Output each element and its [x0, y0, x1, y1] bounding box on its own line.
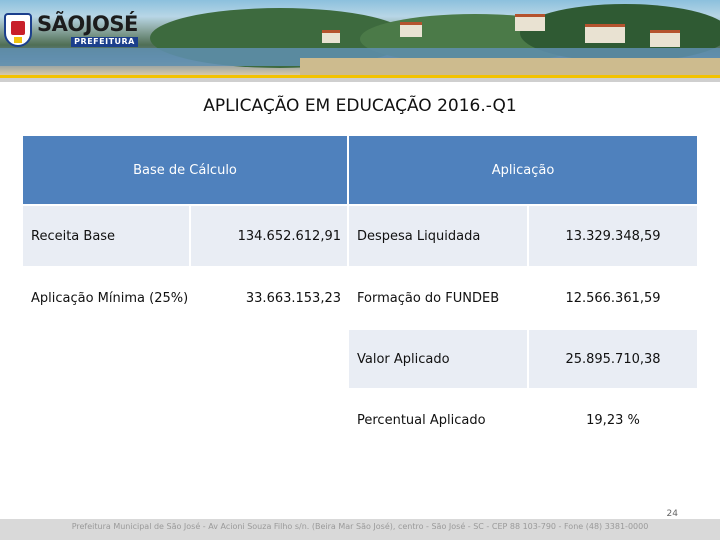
row1-base-label: Receita Base — [23, 206, 189, 266]
banner-house — [650, 30, 680, 47]
header-banner — [0, 0, 720, 75]
banner-beach — [300, 58, 720, 75]
logo-name: SÃOJOSÉ — [37, 11, 138, 36]
row4-app-value: 19,23 % — [529, 390, 697, 450]
city-crest-icon — [4, 13, 32, 47]
row2-base-label: Aplicação Mínima (25%) — [23, 268, 189, 328]
prefeitura-logo — [4, 10, 154, 50]
banner-house — [585, 24, 625, 43]
row1-base-value: 134.652.612,91 — [191, 206, 347, 266]
row1-app-value: 13.329.348,59 — [529, 206, 697, 266]
page-number: 24 — [666, 509, 678, 519]
banner-house — [515, 14, 545, 31]
row4-app-label: Percentual Aplicado — [349, 390, 527, 450]
logo-subtitle: PREFEITURA — [71, 37, 138, 47]
header-base-de-calculo: Base de Cálculo — [23, 136, 347, 204]
banner-house — [322, 30, 340, 43]
logo-text — [37, 11, 138, 47]
row3-app-value: 25.895.710,38 — [529, 330, 697, 388]
divider-stripe — [0, 78, 720, 82]
footer-address: Prefeitura Municipal de São José - Av Acioni Souza Filho s/n. (Beira Mar São José), centro - São José - SC - CEP 88 103-790 - Fone (48) 3381-0000 — [71, 522, 649, 531]
header-aplicacao: Aplicação — [349, 136, 697, 204]
slide-title: APLICAÇÃO EM EDUCAÇÃO 2016.-Q1 — [203, 96, 517, 116]
row2-app-value: 12.566.361,59 — [529, 268, 697, 328]
row2-app-label: Formação do FUNDEB — [349, 268, 527, 328]
row2-base-value: 33.663.153,23 — [191, 268, 347, 328]
row1-app-label: Despesa Liquidada — [349, 206, 527, 266]
banner-house — [400, 22, 422, 37]
row3-app-label: Valor Aplicado — [349, 330, 527, 388]
